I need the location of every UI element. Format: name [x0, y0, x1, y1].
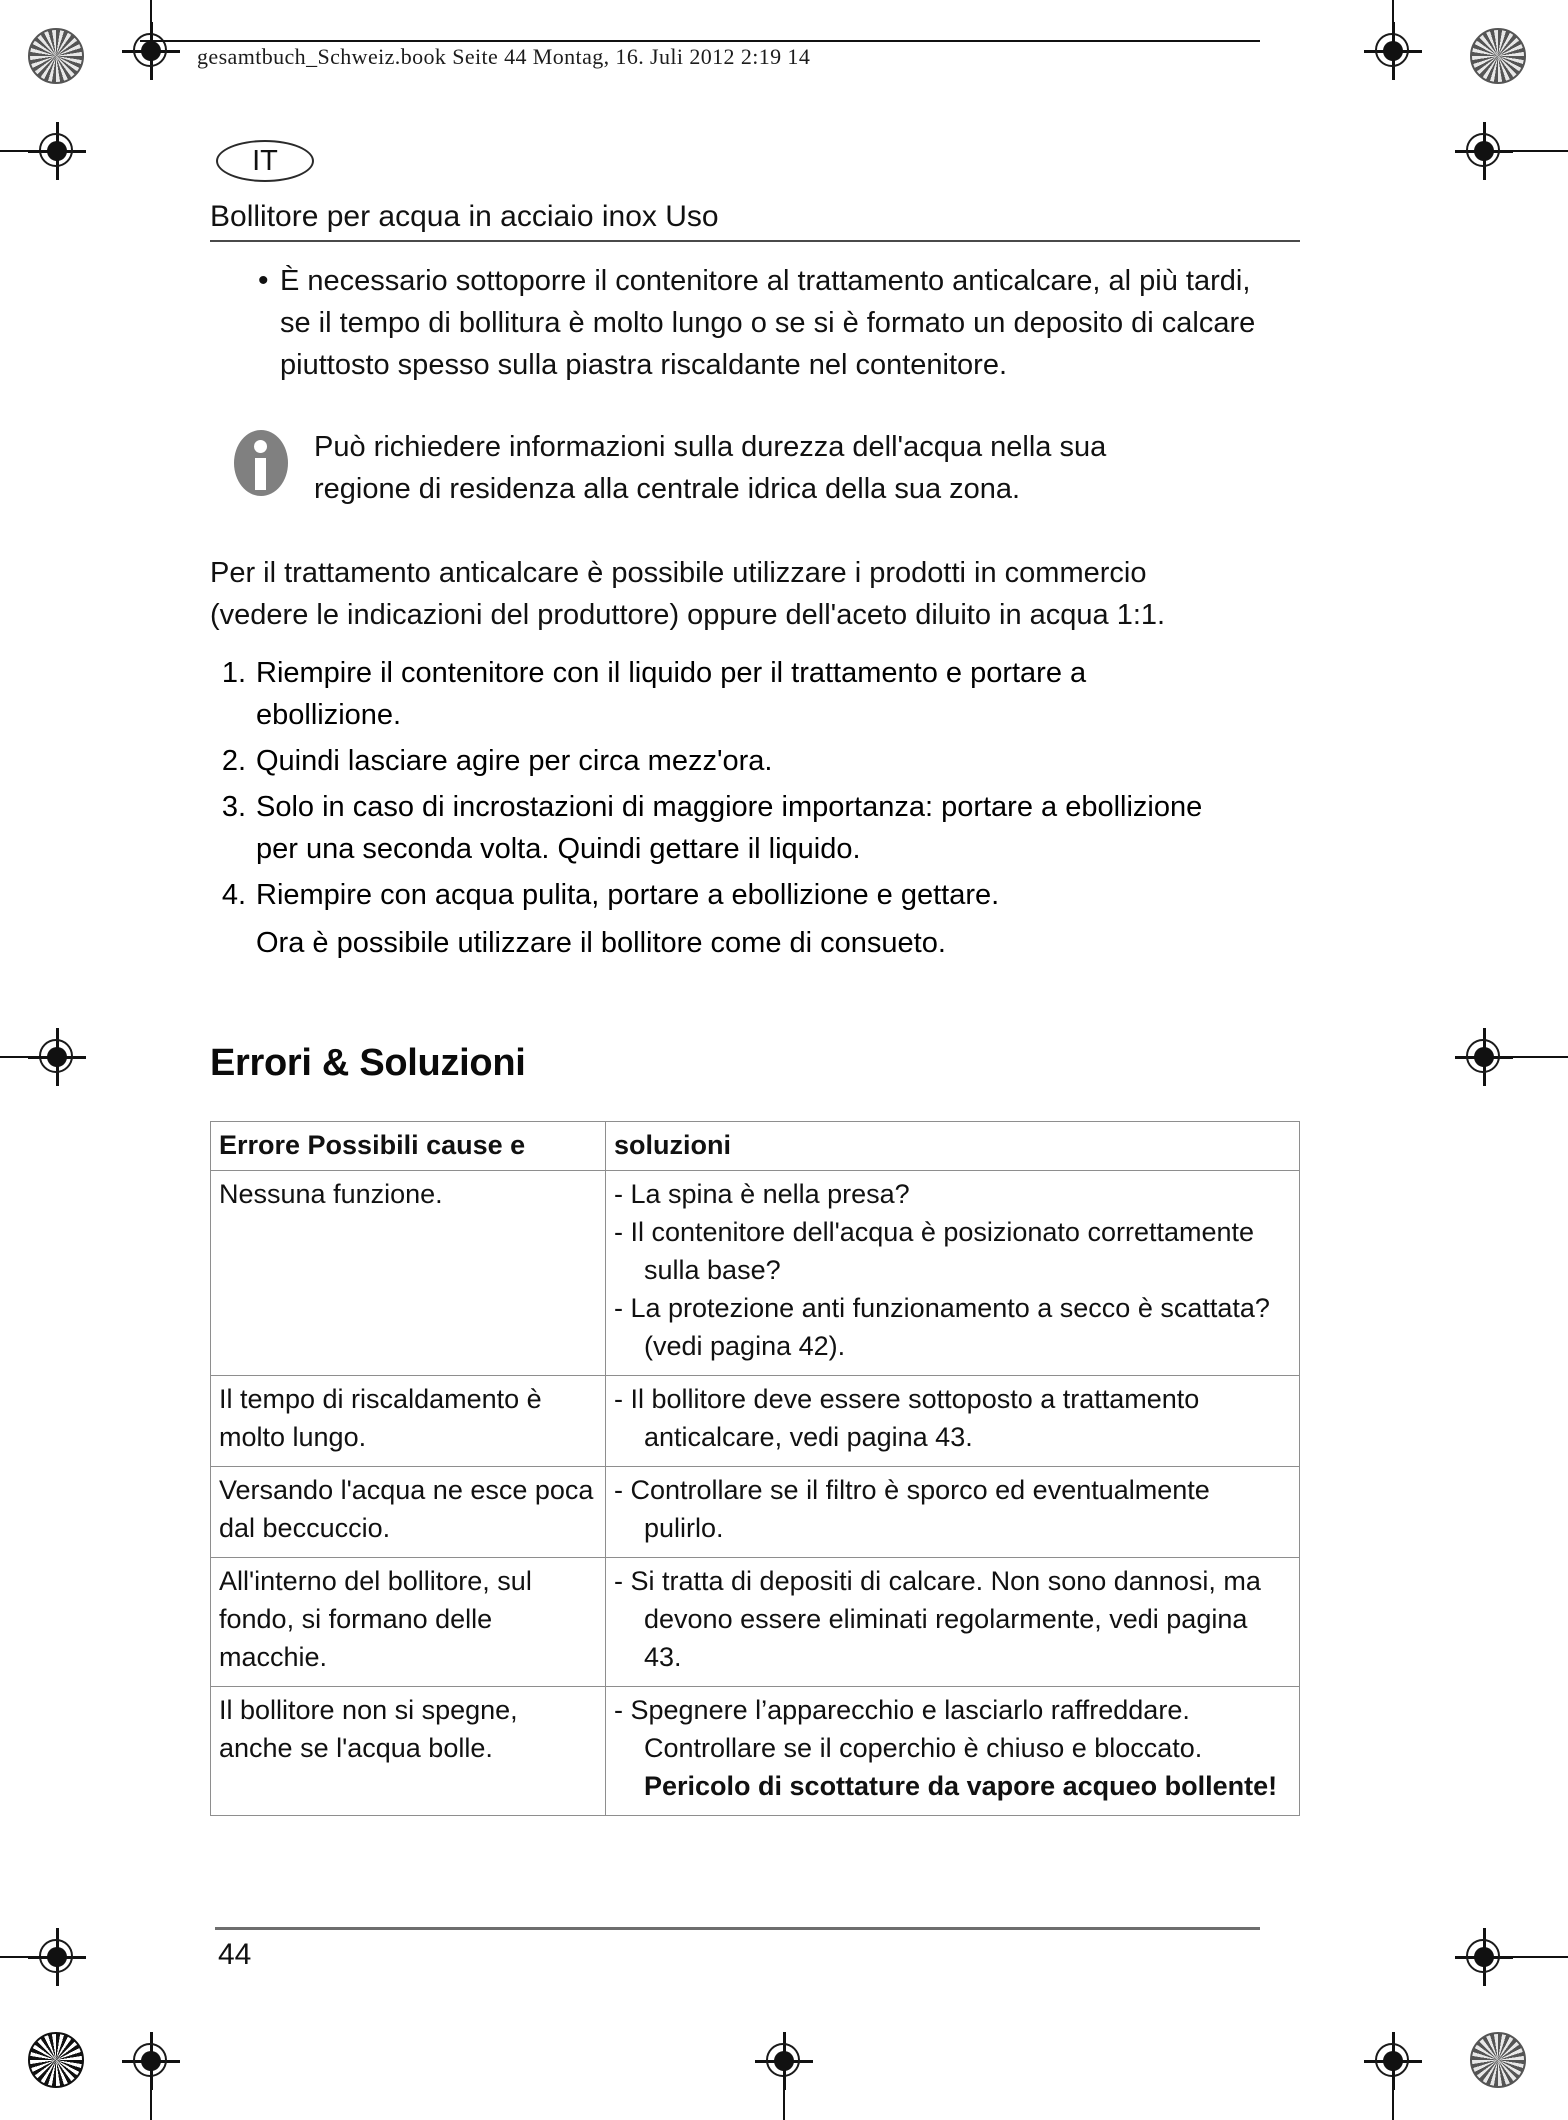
list-item: [210, 786, 1305, 870]
table-cell-solutions: [606, 1467, 1300, 1558]
info-icon: [228, 430, 294, 496]
solution-line: - La protezione anti funzionamento a secco è scattata? (vedi pagina 42).: [614, 1293, 1270, 1361]
registration-mark-right-lower: [1455, 1028, 1513, 1086]
table-cell-error: Il tempo di riscaldamento è molto lungo.: [211, 1376, 606, 1467]
registration-mark-bottom-right-inner: [1455, 1928, 1513, 1986]
section-heading-errors: Errori & Soluzioni: [210, 1042, 526, 1084]
table-header-solutions: soluzioni: [606, 1122, 1300, 1171]
rosette-mark-bottom-right: [1470, 2032, 1526, 2088]
step-marker: 1.: [221, 657, 246, 689]
table-row: [211, 1467, 1300, 1558]
table-row: [211, 1171, 1300, 1376]
step-marker: 2.: [221, 745, 246, 777]
header-rule: [140, 40, 1260, 42]
table-cell-error: Il bollitore non si spegne, anche se l'acqua bolle.: [211, 1687, 606, 1816]
list-item: [210, 874, 1305, 916]
table-header-error: Errore Possibili cause e: [211, 1122, 606, 1171]
list-item: [210, 652, 1305, 736]
step-text: Riempire con acqua pulita, portare a ebollizione e gettare.: [256, 879, 1000, 911]
page-content: [210, 140, 1305, 1816]
rosette-mark-bottom-left: [28, 2032, 84, 2088]
bullet-paragraph: [258, 260, 1305, 386]
language-badge-it: IT: [216, 140, 314, 182]
file-header-stamp: gesamtbuch_Schweiz.book Seite 44 Montag, 16. Juli 2012 2:19 14: [197, 44, 811, 69]
crop-line-left-lower: [0, 1056, 56, 1058]
rosette-mark-top-right: [1470, 28, 1526, 84]
solution-line: - Controllare se il filtro è sporco ed eventualmente pulirlo.: [614, 1475, 1210, 1543]
table-cell-solutions: [606, 1171, 1300, 1376]
solution-line: - Si tratta di depositi di calcare. Non sono dannosi, ma devono essere eliminati regolarmente, vedi pagina 43.: [614, 1566, 1261, 1672]
crop-line-top-right: [1392, 0, 1394, 56]
table-cell-error: All'interno del bollitore, sul fondo, si formano delle macchie.: [211, 1558, 606, 1687]
solution-line: - Spegnere l’apparecchio e lasciarlo raffreddare. Controllare se il coperchio è chiuso e bloccato.: [614, 1695, 1203, 1763]
table-cell-solutions: [606, 1376, 1300, 1467]
table-cell-error: Versando l'acqua ne esce poca dal beccuccio.: [211, 1467, 606, 1558]
info-note: [228, 426, 1305, 510]
solution-line: - Il contenitore dell'acqua è posizionato correttamente sulla base?: [614, 1217, 1255, 1285]
step-marker: 3.: [221, 791, 246, 823]
registration-mark-right-upper: [1455, 122, 1513, 180]
solution-line: - Il bollitore deve essere sottoposto a trattamento anticalcare, vedi pagina 43.: [614, 1384, 1200, 1452]
step-text: Riempire il contenitore con il liquido per il trattamento e portare a ebollizione.: [256, 657, 1087, 731]
list-item: [210, 740, 1305, 782]
rosette-mark-top-left: [28, 28, 84, 84]
table-row: [211, 1376, 1300, 1467]
page-title: Bollitore per acqua in acciaio inox Uso: [210, 200, 1300, 242]
crop-line-right-lower: [1512, 1056, 1568, 1058]
crop-line-bottom-center: [783, 2064, 785, 2120]
table-row: [211, 1558, 1300, 1687]
crop-line-right-upper: [1512, 150, 1568, 152]
crop-line-bottom-left: [150, 2064, 152, 2120]
info-note-text: Può richiedere informazioni sulla durezza dell'acqua nella sua regione di residenza alla centrale idrica della sua zona.: [314, 431, 1107, 505]
page-number: 44: [218, 1938, 252, 1971]
closing-line: Ora è possibile utilizzare il bollitore come di consueto.: [256, 927, 946, 959]
table-cell-solutions: [606, 1558, 1300, 1687]
step-text: Quindi lasciare agire per circa mezz'ora.: [256, 745, 773, 777]
footer-rule: [215, 1927, 1260, 1930]
crop-line-right-bottom: [1512, 1956, 1568, 1958]
steps-list: [210, 652, 1305, 916]
crop-line-left-upper: [0, 150, 56, 152]
bullet-marker-icon: •: [258, 264, 269, 297]
table-row: [211, 1687, 1300, 1816]
intro-paragraph: Per il trattamento anticalcare è possibile utilizzare i prodotti in commercio (vedere le indicazioni del produttore) oppure dell'aceto diluito in acqua 1:1.: [210, 557, 1166, 631]
crop-line-left-bottom: [0, 1956, 56, 1958]
step-marker: 4.: [221, 879, 246, 911]
bullet-text: È necessario sottoporre il contenitore al trattamento anticalcare, al più tardi, se il tempo di bollitura è molto lungo o se si è formato un deposito di calcare piuttosto spesso sulla piastra riscaldante nel contenitore.: [280, 265, 1256, 381]
table-cell-error: Nessuna funzione.: [211, 1171, 606, 1376]
solution-line: - La spina è nella presa?: [614, 1179, 910, 1209]
table-header-row: [211, 1122, 1300, 1171]
solution-warning: Pericolo di scottature da vapore acqueo bollente!: [644, 1771, 1278, 1801]
crop-line-top-left: [150, 0, 152, 56]
step-text: Solo in caso di incrostazioni di maggiore importanza: portare a ebollizione per una seconda volta. Quindi gettare il liquido.: [256, 791, 1203, 865]
errors-solutions-table: [210, 1121, 1300, 1816]
table-cell-solutions: [606, 1687, 1300, 1816]
crop-line-bottom-right: [1392, 2064, 1394, 2120]
